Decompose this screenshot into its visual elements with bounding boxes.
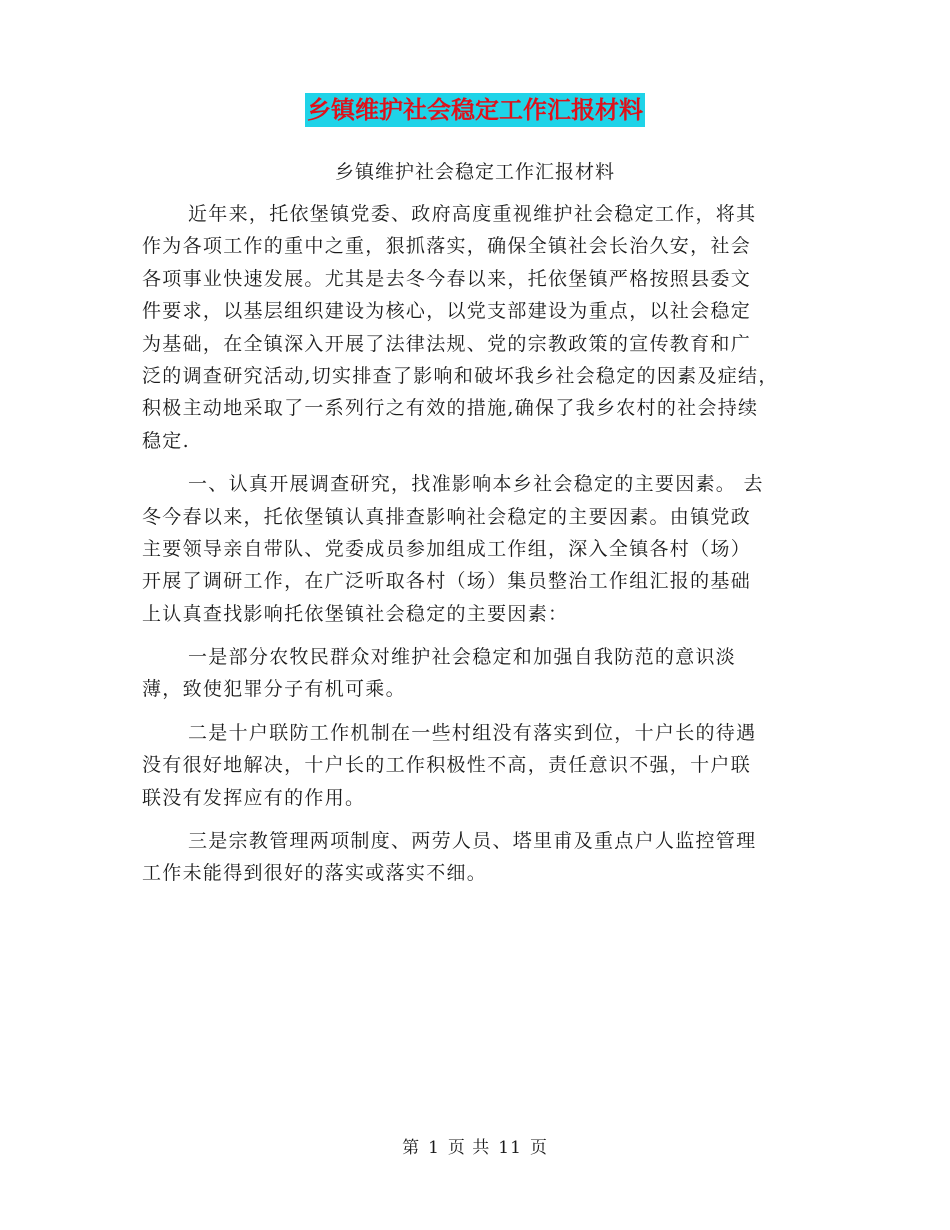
- text-line: 泛的调查研究活动,切实排查了影响和破坏我乡社会稳定的因素及症结，: [142, 364, 779, 387]
- text-line: 冬今春以来，托依堡镇认真排查影响社会稳定的主要因素。由镇党政: [142, 505, 752, 528]
- text-line: 联没有发挥应有的作用。: [142, 786, 366, 809]
- text-line: 各项事业快速发展。尤其是去冬今春以来，托依堡镇严格按照县委文: [142, 267, 752, 290]
- text-line: 作为各项工作的重中之重，狠抓落实，确保全镇社会长治久安，社会: [142, 235, 752, 258]
- document-subtitle: 乡镇维护社会稳定工作汇报材料: [334, 161, 615, 183]
- document-body: [142, 198, 802, 890]
- text-line: 主要领导亲自带队、党委成员参加组成工作组，深入全镇各村（场）: [142, 537, 752, 560]
- footer-suffix: 页: [529, 1138, 548, 1158]
- text-line: 件要求，以基层组织建设为核心，以党支部建设为重点，以社会稳定: [142, 300, 752, 323]
- page-total: 11: [498, 1138, 522, 1158]
- text-line: 三是宗教管理两项制度、两劳人员、塔里甫及重点户人监控管理: [188, 830, 757, 853]
- text-line: 薄，致使犯罪分子有机可乘。: [142, 678, 406, 701]
- text-line: 二是十户联防工作机制在一些村组没有落实到位，十户长的待遇: [188, 721, 757, 744]
- footer-middle: 页 共: [447, 1138, 491, 1158]
- page-number: 1: [428, 1138, 440, 1158]
- text-line: 稳定.: [142, 429, 190, 452]
- text-line: 近年来，托依堡镇党委、政府高度重视维护社会稳定工作，将其: [188, 203, 757, 225]
- paragraph: [142, 717, 802, 814]
- text-line: 开展了调研工作，在广泛听取各村（场）集员整治工作组汇报的基础: [142, 570, 752, 593]
- paragraph: [142, 825, 802, 890]
- paragraph: [142, 198, 802, 457]
- page-footer: [0, 1133, 950, 1158]
- text-line: 工作未能得到很好的落实或落实不细。: [142, 862, 488, 885]
- title-container: [0, 93, 950, 127]
- text-line: 一、认真开展调查研究，找准影响本乡社会稳定的主要因素。 去: [188, 473, 764, 496]
- text-line: 积极主动地采取了一系列行之有效的措施,确保了我乡农村的社会持续: [142, 397, 759, 420]
- text-line: 没有很好地解决，十户长的工作积极性不高，责任意识不强，十户联: [142, 754, 752, 777]
- text-line: 一是部分农牧民群众对维护社会稳定和加强自我防范的意识淡: [188, 646, 737, 669]
- paragraph: [142, 641, 802, 706]
- text-line: 为基础，在全镇深入开展了法律法规、党的宗教政策的宣传教育和广: [142, 332, 752, 355]
- document-title: 乡镇维护社会稳定工作汇报材料: [305, 93, 645, 127]
- paragraph: [142, 468, 802, 630]
- text-line: 上认真查找影响托依堡镇社会稳定的主要因素：: [142, 602, 569, 625]
- footer-prefix: 第: [402, 1138, 421, 1158]
